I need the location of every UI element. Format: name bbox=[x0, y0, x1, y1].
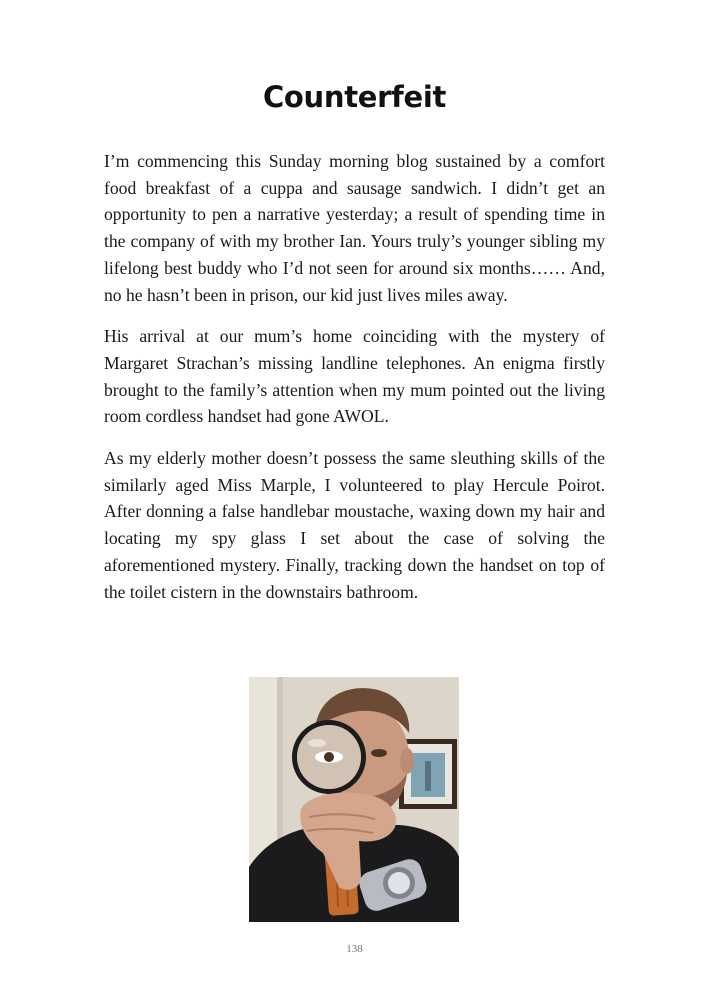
page-number: 138 bbox=[346, 943, 363, 955]
paragraph: As my elderly mother doesn’t possess the same sleuthing skills of the similarly aged Miss Marple, I volunteered to play Hercule Poirot. After donning a false handlebar moustache, waxing down my hair and locating my spy glass I set about the case of solving the aforementioned mystery. Finally, tracking down the handset on top of the toilet cistern in the downstairs bathroom. bbox=[104, 448, 605, 602]
photo-illustration bbox=[249, 677, 459, 922]
photo-man-with-magnifying-glass bbox=[249, 677, 459, 922]
paragraph: I’m commencing this Sunday morning blog sustained by a comfort food breakfast of a cuppa and sausage sandwich. I didn’t get an opportunity to pen a narrative yesterday; a result of spending time in the company of with my brother Ian. Yours truly’s younger sibling my lifelong best buddy who I’d not seen for around six months…… And, no he hasn’t been in prison, our kid just lives miles away. bbox=[104, 151, 605, 305]
chapter-body bbox=[104, 148, 605, 620]
paragraph: His arrival at our mum’s home coinciding with the mystery of Margaret Strachan’s missing landline telephones. An enigma firstly brought to the family’s attention when my mum pointed out the living room cordless handset had gone AWOL. bbox=[104, 326, 605, 427]
chapter-title: Counterfeit bbox=[262, 80, 447, 114]
